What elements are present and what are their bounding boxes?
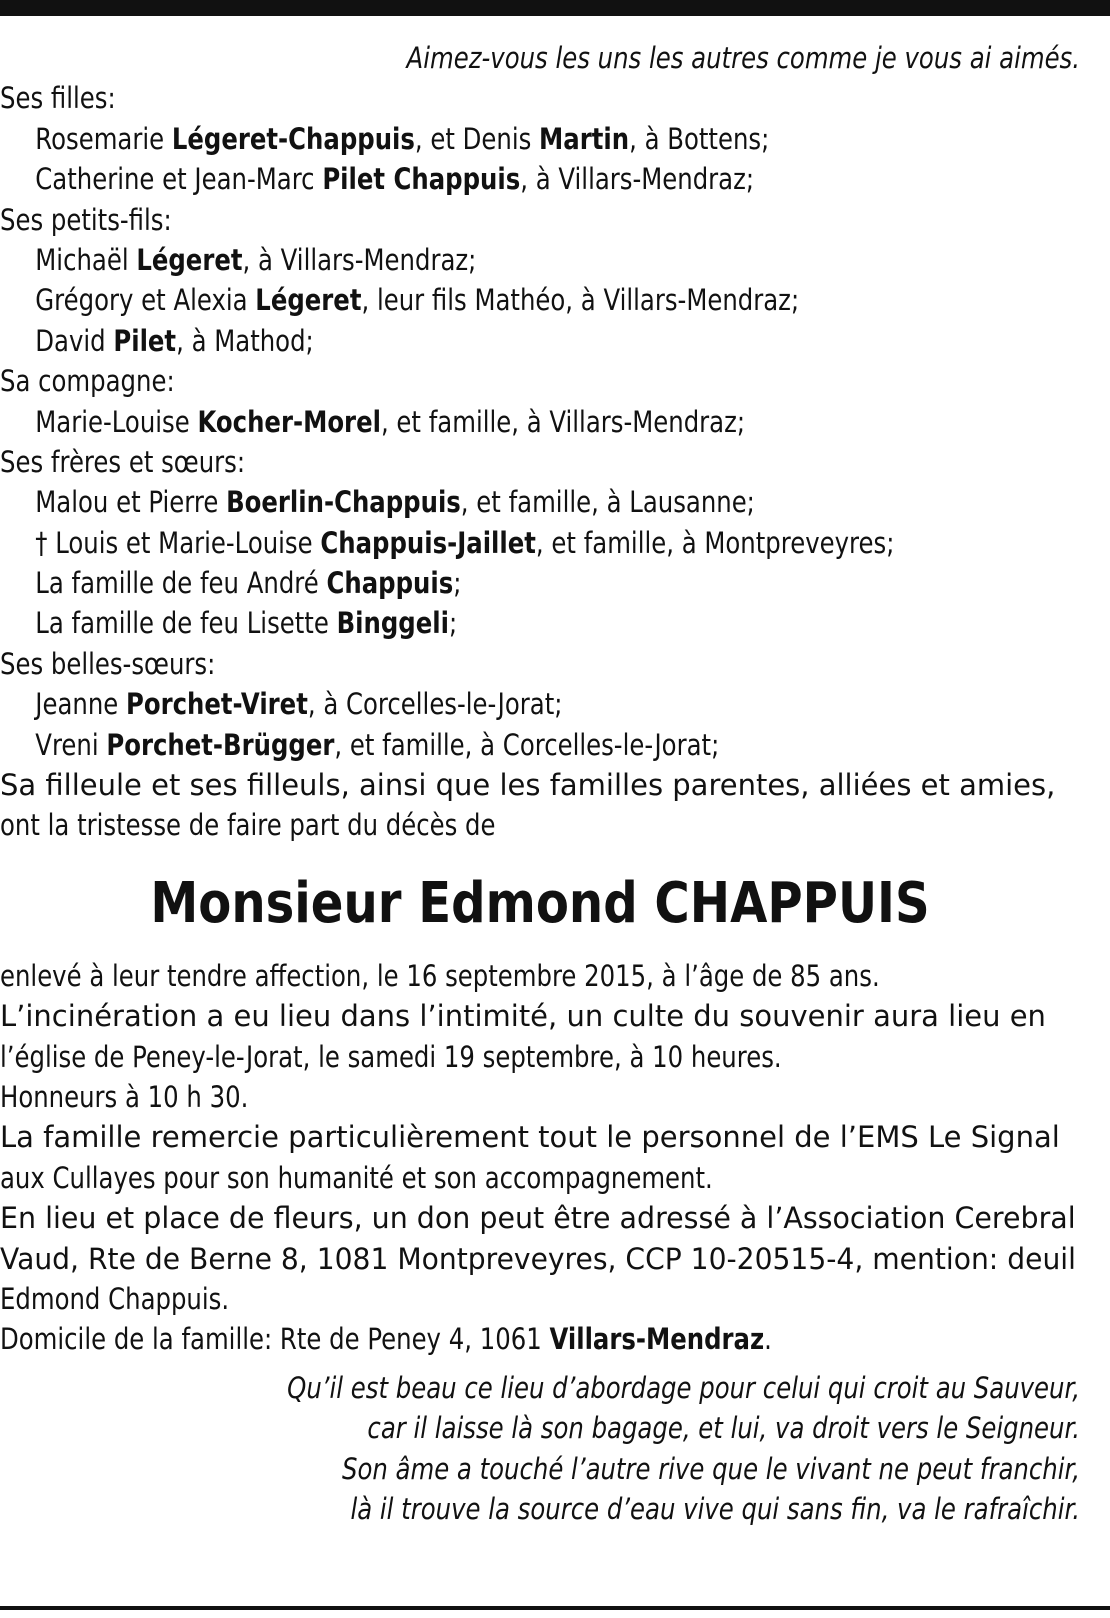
family-text: Rosemarie: [35, 121, 172, 156]
poem-line: Son âme a touché l’autre rive que le vivant ne peut franchir,: [341, 1451, 1081, 1486]
family-entry: [0, 159, 907, 199]
detail-line: En lieu et place de fleurs, un don peut être adressé à l’Association Cerebral: [0, 1201, 1076, 1236]
obituary-notice: [0, 38, 1080, 1529]
announcement-line-1: Sa filleule et ses filleuls, ainsi que les familles parentes, alliées et amies,: [0, 768, 1056, 803]
poem: [0, 1368, 1080, 1530]
family-entry: [0, 725, 907, 765]
family-entry: [0, 321, 907, 361]
domicile-suffix: .: [764, 1322, 772, 1357]
family-surname: Chappuis: [326, 566, 454, 601]
family-text: Grégory et Alexia: [35, 283, 256, 318]
family-text: , à Villars-Mendraz;: [242, 242, 477, 277]
family-entry: [0, 563, 907, 603]
family-text: , leur fils Mathéo, à Villars-Mendraz;: [361, 283, 800, 318]
family-list: [0, 78, 1080, 765]
family-surname: Pilet: [113, 323, 177, 358]
top-rule: [0, 0, 1110, 16]
detail-line: La famille remercie particulièrement tout le personnel de l’EMS Le Signal: [0, 1120, 1060, 1155]
family-text: David: [35, 323, 114, 358]
domicile-place: Villars-Mendraz: [549, 1322, 765, 1357]
family-entry: [0, 240, 907, 280]
detail-line: L’incinération a eu lieu dans l’intimité, un culte du souvenir aura lieu en: [0, 999, 1046, 1034]
family-surname: Légeret-Chappuis: [171, 121, 415, 156]
family-text: , et famille, à Villars-Mendraz;: [380, 404, 746, 439]
family-entry: [0, 482, 907, 522]
family-text: ;: [448, 606, 458, 641]
domicile-prefix: Domicile de la famille: Rte de Peney 4, 1061: [0, 1322, 550, 1357]
family-group-heading: Ses belles-sœurs:: [0, 646, 216, 681]
family-surname: Porchet-Viret: [125, 687, 308, 722]
family-text: , à Corcelles-le-Jorat;: [307, 687, 563, 722]
family-text: , à Bottens;: [629, 121, 770, 156]
family-surname: Légeret: [255, 283, 362, 318]
family-surname: Martin: [539, 121, 630, 156]
family-text: Vreni: [35, 727, 107, 762]
poem-line: là il trouve la source d’eau vive qui sans fin, va le rafraîchir.: [350, 1491, 1080, 1526]
family-group-heading: Sa compagne:: [0, 364, 175, 399]
family-entry: [0, 523, 907, 563]
family-entry: [0, 402, 907, 442]
family-surname: Binggeli: [336, 606, 449, 641]
poem-line: Qu’il est beau ce lieu d’abordage pour celui qui croit au Sauveur,: [287, 1370, 1081, 1405]
details-block: [0, 956, 1080, 1320]
family-text: , et famille, à Montpreveyres;: [535, 525, 895, 560]
family-text: † Louis et Marie-Louise: [35, 525, 321, 560]
family-text: Malou et Pierre: [35, 485, 227, 520]
family-group-heading: Ses petits-fils:: [0, 202, 172, 237]
announcement-line-2: ont la tristesse de faire part du décès de: [0, 808, 496, 843]
family-text: Jeanne: [35, 687, 126, 722]
domicile-line: [0, 1319, 907, 1359]
family-text: , à Villars-Mendraz;: [520, 162, 755, 197]
family-text: , et famille, à Corcelles-le-Jorat;: [334, 727, 720, 762]
bottom-rule: [0, 1606, 1110, 1610]
family-surname: Chappuis-Jaillet: [320, 525, 536, 560]
family-text: ;: [453, 566, 462, 601]
family-surname: Boerlin-Chappuis: [226, 485, 461, 520]
family-entry: [0, 684, 907, 724]
family-entry: [0, 603, 907, 643]
family-entry: [0, 280, 907, 320]
family-surname: Pilet Chappuis: [322, 162, 521, 197]
detail-line: Edmond Chappuis.: [0, 1281, 230, 1316]
family-text: Marie-Louise: [35, 404, 198, 439]
detail-line: aux Cullayes pour son humanité et son accompagnement.: [0, 1160, 713, 1195]
family-surname: Kocher-Morel: [197, 404, 381, 439]
family-text: La famille de feu Lisette: [35, 606, 337, 641]
family-text: , à Mathod;: [176, 323, 314, 358]
family-group-heading: Ses frères et sœurs:: [0, 444, 246, 479]
deceased-name: Monsieur Edmond CHAPPUIS: [150, 870, 930, 936]
epigraph: Aimez-vous les uns les autres comme je vous ai aimés.: [406, 41, 1080, 75]
family-surname: Légeret: [136, 242, 243, 277]
poem-line: car il laisse là son bagage, et lui, va droit vers le Seigneur.: [367, 1411, 1080, 1446]
detail-line: enlevé à leur tendre affection, le 16 septembre 2015, à l’âge de 85 ans.: [0, 958, 880, 993]
family-surname: Porchet-Brügger: [106, 727, 335, 762]
family-text: Michaël: [35, 242, 137, 277]
detail-line: Vaud, Rte de Berne 8, 1081 Montpreveyres, CCP 10-20515-4, mention: deuil: [0, 1241, 1076, 1276]
family-text: , et famille, à Lausanne;: [460, 485, 755, 520]
family-entry: [0, 119, 907, 159]
detail-line: l’église de Peney-le-Jorat, le samedi 19 septembre, à 10 heures.: [0, 1039, 782, 1074]
family-text: , et Denis: [414, 121, 540, 156]
detail-line: Honneurs à 10 h 30.: [0, 1079, 249, 1114]
family-group-heading: Ses filles:: [0, 81, 116, 116]
family-text: Catherine et Jean-Marc: [35, 162, 323, 197]
family-text: La famille de feu André: [35, 566, 327, 601]
